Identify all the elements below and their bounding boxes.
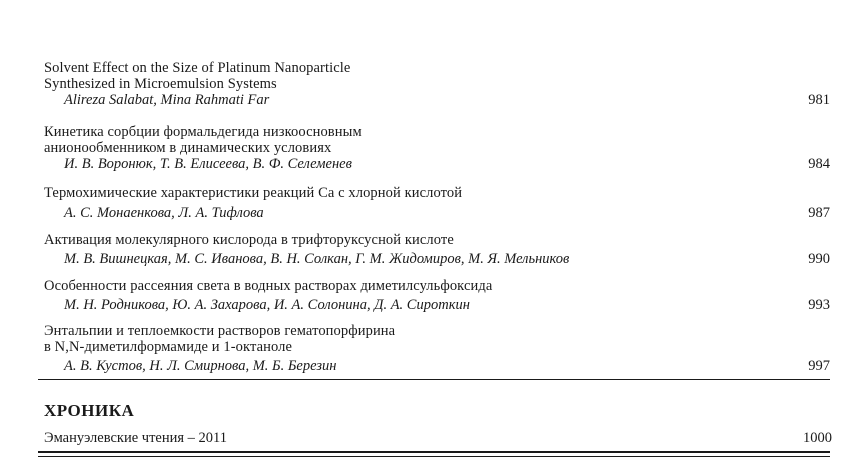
- author-row: [44, 156, 830, 173]
- entry-page-number: 981: [808, 92, 830, 108]
- entry-authors: А. С. Монаенкова, Л. А. Тифлова: [64, 205, 264, 221]
- entry-title-line: Synthesized in Microemulsion Systems: [44, 76, 277, 92]
- toc-entry: [44, 323, 830, 375]
- entry-title-line: Активация молекулярного кислорода в трифторуксусной кислоте: [44, 232, 454, 248]
- entry-page-number: 1000: [803, 430, 832, 446]
- entry-page-number: 984: [808, 156, 830, 172]
- entry-authors: И. В. Воронюк, Т. В. Елисеева, В. Ф. Селеменев: [64, 156, 352, 172]
- entry-authors: Alireza Salabat, Mina Rahmati Far: [64, 92, 270, 108]
- entry-authors: М. Н. Родникова, Ю. А. Захарова, И. А. Солонина, Д. А. Сироткин: [64, 297, 470, 313]
- entry-authors: А. В. Кустов, Н. Л. Смирнова, М. Б. Березин: [64, 358, 337, 374]
- toc-entry: [44, 60, 830, 109]
- toc-entry: [44, 124, 830, 173]
- entry-title-line: анионообменником в динамических условиях: [44, 140, 332, 156]
- author-row: [44, 92, 830, 109]
- author-row: [44, 358, 830, 375]
- author-row: [44, 251, 830, 268]
- entry-title-line: в N,N-диметилформамиде и 1-октаноле: [44, 339, 293, 355]
- entry-page-number: 997: [808, 358, 830, 374]
- entry-title: Эмануэлевские чтения – 2011: [44, 430, 228, 446]
- toc-entry: [44, 430, 830, 447]
- toc-entry: [44, 185, 830, 222]
- toc-entry: [44, 232, 830, 268]
- entry-page-number: 993: [808, 297, 830, 313]
- entry-title-line: Особенности рассеяния света в водных растворах диметилсульфоксида: [44, 278, 493, 294]
- entry-title-line: Solvent Effect on the Size of Platinum Nanoparticle: [44, 60, 351, 76]
- entry-page-number: 987: [808, 205, 830, 221]
- entry-page-number: 990: [808, 251, 830, 267]
- author-row: [44, 297, 830, 314]
- entry-title-line: Термохимические характеристики реакций Ca с хлорной кислотой: [44, 185, 463, 201]
- divider-double-bottom: [38, 456, 830, 457]
- divider-double-top: [38, 451, 830, 453]
- section-heading: ХРОНИКА: [44, 401, 135, 420]
- toc-entry: [44, 278, 830, 314]
- divider-thin: [38, 379, 830, 380]
- entry-title-line: Энтальпии и теплоемкости растворов гематопорфирина: [44, 323, 396, 339]
- entry-authors: М. В. Вишнецкая, М. С. Иванова, В. Н. Солкан, Г. М. Жидомиров, М. Я. Мельников: [64, 251, 570, 267]
- author-row: [44, 205, 830, 222]
- entry-title-line: Кинетика сорбции формальдегида низкоосновным: [44, 124, 362, 140]
